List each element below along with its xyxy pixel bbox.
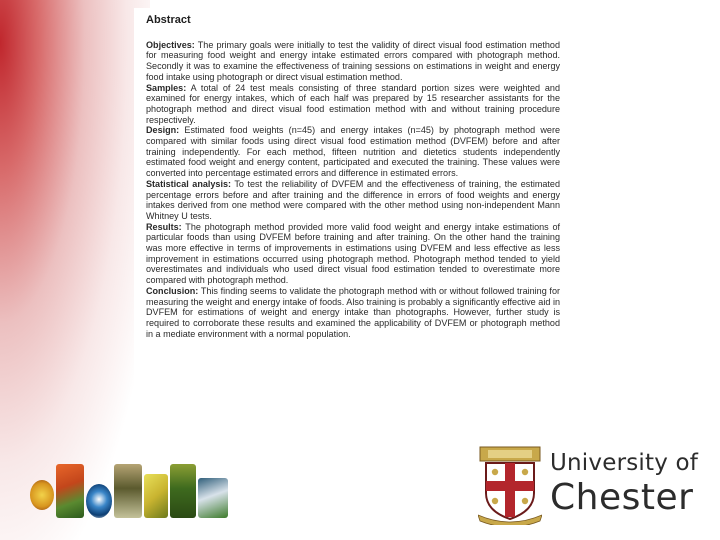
section-text: To test the reliability of DVFEM and the effectiveness of training, the estimated percentage errors before and after training and the difference in errors of food weights and energy intakes derived from one method were compared with the other method using non-independent Mann Whitney U tests.	[146, 178, 560, 221]
section-statistical-analysis	[146, 179, 560, 222]
apple-image	[30, 480, 54, 510]
section-text: The primary goals were initially to test the validity of direct visual food estimation method for measuring food weight and energy intake estimated errors compared with photograph method. Secondly it was to examine the effectiveness of training sessions on estimations in weight and energy food intake using photograph or direct visual estimation method.	[146, 39, 560, 82]
footer-image-strip	[30, 458, 246, 518]
university-crest-icon	[478, 445, 542, 525]
field-image	[114, 464, 142, 518]
section-label: Design:	[146, 125, 180, 136]
logo-university-of: University of	[550, 450, 699, 476]
section-label: Conclusion:	[146, 285, 199, 296]
logo-chester: Chester	[550, 477, 694, 518]
fruit-image	[144, 474, 168, 518]
section-text: A total of 24 test meals consisting of three standard portion sizes were weighted and examined for energy intakes, which of each half was prepared by 15 researcher assistants for the photograph method and direct visual food estimation method with and without training procedure respectively.	[146, 82, 560, 125]
section-label: Results:	[146, 221, 182, 232]
abstract-heading: Abstract	[146, 14, 191, 26]
university-logo-text	[550, 450, 698, 519]
section-text: The photograph method provided more valid food weight and energy intake estimations of particular foods than using DVFEM before training and after training. On the other hand the training was more effective in terms of improvements in estimations using DVFEM and less effective as less improvement in estimations occurred using photograph method. Photograph method tended to yield overestimates and individuals who used direct visual food estimation tended to overestimate more compared with photograph method.	[146, 221, 560, 286]
section-conclusion	[146, 286, 560, 340]
section-results	[146, 222, 560, 286]
section-label: Objectives:	[146, 39, 195, 50]
carrots-image	[56, 464, 84, 518]
section-text: Estimated food weights (n=45) and energy intakes (n=45) by photograph method were compared with similar foods using direct visual food estimation method (DVFEM) before and after training independently. For each method, fifteen nutrition and dietetics students independently estimated food weight and energy content, participated and executed the training. These values were converted into percentage estimated errors and difference in estimated errors.	[146, 125, 560, 179]
section-label: Statistical analysis:	[146, 178, 232, 189]
abstract-panel	[134, 8, 566, 442]
plate-image	[86, 484, 112, 518]
section-objectives	[146, 40, 560, 83]
garden-tools-image	[198, 478, 228, 518]
section-design	[146, 125, 560, 179]
section-samples	[146, 83, 560, 126]
vegetable-image	[170, 464, 196, 518]
section-text: This finding seems to validate the photograph method with or without followed training for measuring the weight and energy intake of foods. Also training is probably a significantly effective aid in DVFEM for estimations of weight and energy intake than photographs. However, further study is required to corroborate these results and examined the applicability of DVFEM or photograph method in a mediate environment with a normal population.	[146, 285, 560, 339]
section-label: Samples:	[146, 82, 187, 93]
